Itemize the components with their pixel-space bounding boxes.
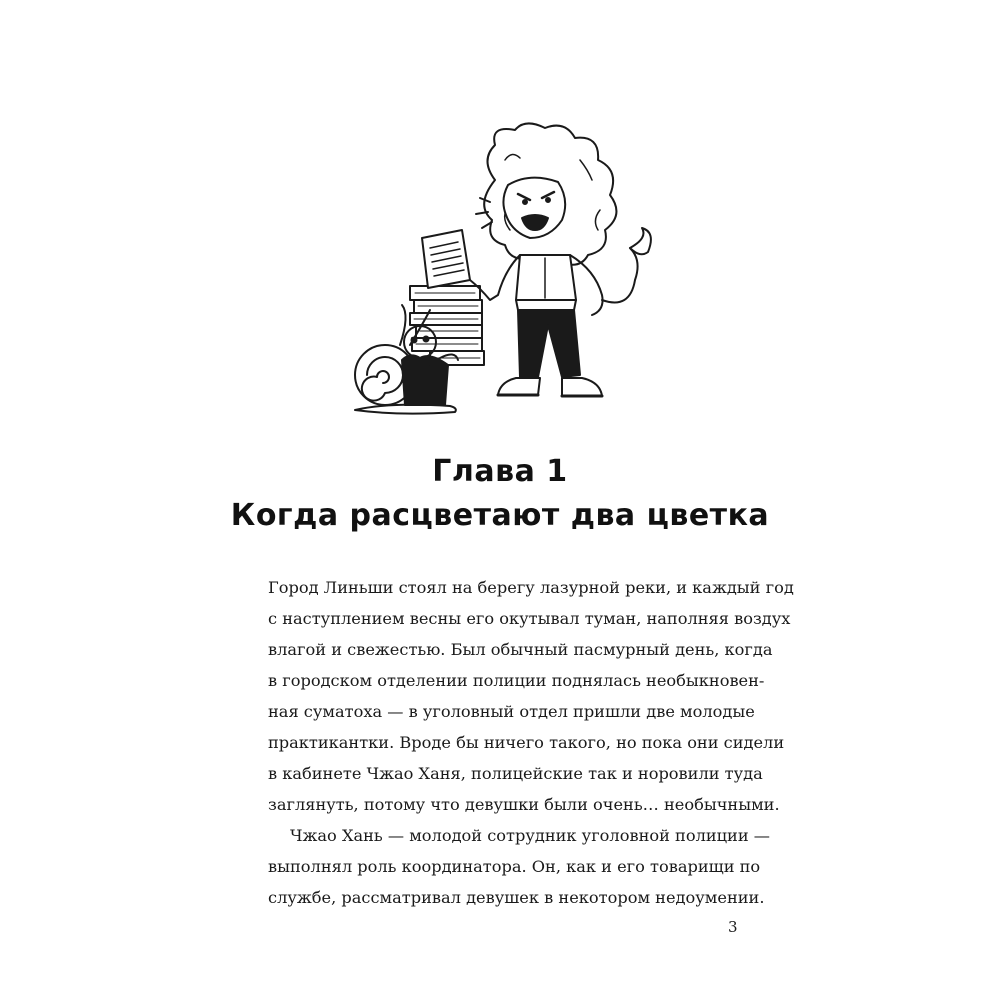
lion-icon <box>470 123 651 396</box>
page-number: 3 <box>728 918 738 936</box>
paragraph <box>268 572 794 820</box>
text-line: с наступлением весны его окутывал туман, наполняя воздух <box>268 609 791 628</box>
chapter-title: Когда расцветают два цветка <box>230 498 770 533</box>
snail-icon <box>355 305 458 414</box>
text-line: ная суматоха — в уголовный отдел пришли две молодые <box>268 702 755 721</box>
chapter-illustration <box>330 120 670 420</box>
text-line: в городском отделении полиции поднялась необыкновен- <box>268 671 765 690</box>
text-line: Чжао Хань — молодой сотрудник уголовной полиции — <box>290 826 770 845</box>
text-line: в кабинете Чжао Ханя, полицейские так и норовили туда <box>268 764 763 783</box>
book-stack-icon <box>410 230 484 365</box>
text-line: влагой и свежестью. Был обычный пасмурный день, когда <box>268 640 773 659</box>
text-line: практикантки. Вроде бы ничего такого, но пока они сидели <box>268 733 785 752</box>
chapter-heading <box>0 450 1000 538</box>
text-line: Город Линьши стоял на берегу лазурной реки, и каждый год <box>268 578 794 597</box>
chapter-number: Глава 1 <box>432 454 568 489</box>
paragraph <box>268 820 770 913</box>
chapter-body <box>268 572 794 913</box>
text-line: выполнял роль координатора. Он, как и его товарищи по <box>268 857 761 876</box>
text-line: заглянуть, потому что девушки были очень… необычными. <box>268 795 780 814</box>
text-line: службе, рассматривал девушек в некотором недоумении. <box>268 888 765 907</box>
